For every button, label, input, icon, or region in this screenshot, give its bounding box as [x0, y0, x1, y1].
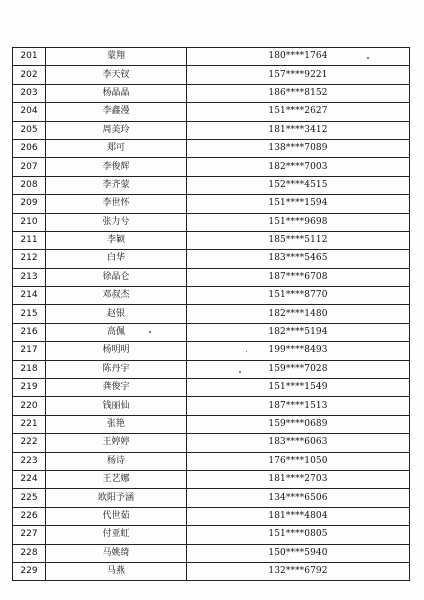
row-name: 徐晶仑 — [46, 268, 187, 286]
row-number: 201 — [13, 48, 46, 66]
row-phone: 176****1050 — [187, 452, 410, 470]
row-phone: 181****4804 — [187, 507, 410, 525]
row-name: 李世怀 — [46, 195, 187, 213]
table-row — [13, 470, 410, 488]
table-row — [13, 526, 410, 544]
row-number: 206 — [13, 139, 46, 157]
row-name: 代世茹 — [46, 507, 187, 525]
row-number: 215 — [13, 305, 46, 323]
table-row — [13, 397, 410, 415]
table-row — [13, 121, 410, 139]
row-number: 226 — [13, 507, 46, 525]
table-row — [13, 84, 410, 102]
row-number: 210 — [13, 213, 46, 231]
row-name: 付亚虹 — [46, 526, 187, 544]
row-number: 207 — [13, 158, 46, 176]
table-row — [13, 48, 410, 66]
table-row — [13, 415, 410, 433]
row-phone: 186****8152 — [187, 84, 410, 102]
table-row — [13, 66, 410, 84]
row-name: 赵银 — [46, 305, 187, 323]
row-number: 217 — [13, 342, 46, 360]
roster-body — [13, 48, 410, 581]
row-number: 229 — [13, 562, 46, 580]
table-row — [13, 158, 410, 176]
row-name: 钱丽仙 — [46, 397, 187, 415]
table-row — [13, 287, 410, 305]
scan-speck — [149, 331, 151, 333]
table-row — [13, 360, 410, 378]
row-number: 204 — [13, 103, 46, 121]
row-phone: 181****3412 — [187, 121, 410, 139]
row-name: 蒙翔 — [46, 48, 187, 66]
row-number: 214 — [13, 287, 46, 305]
table-row — [13, 342, 410, 360]
row-name: 王艺娜 — [46, 470, 187, 488]
row-name: 龚俊宇 — [46, 379, 187, 397]
row-name: 马姚绮 — [46, 544, 187, 562]
row-name: 张力兮 — [46, 213, 187, 231]
table-row — [13, 103, 410, 121]
table-row — [13, 434, 410, 452]
table-row — [13, 250, 410, 268]
table-row — [13, 176, 410, 194]
row-number: 227 — [13, 526, 46, 544]
table-row — [13, 195, 410, 213]
row-number: 222 — [13, 434, 46, 452]
row-name: 白华 — [46, 250, 187, 268]
row-phone: 182****1480 — [187, 305, 410, 323]
roster-table — [12, 47, 410, 581]
row-number: 202 — [13, 66, 46, 84]
row-number: 224 — [13, 470, 46, 488]
table-row — [13, 305, 410, 323]
table-row — [13, 323, 410, 341]
row-phone: 151****0805 — [187, 526, 410, 544]
row-phone: 157****9221 — [187, 66, 410, 84]
row-number: 203 — [13, 84, 46, 102]
row-phone: 187****1513 — [187, 397, 410, 415]
row-name: 马燕 — [46, 562, 187, 580]
scan-speck — [367, 57, 369, 59]
row-phone: 151****1594 — [187, 195, 410, 213]
scan-speck — [246, 351, 247, 352]
row-name: 郑可 — [46, 139, 187, 157]
table-row — [13, 213, 410, 231]
row-phone: 187****6708 — [187, 268, 410, 286]
row-phone: 132****6792 — [187, 562, 410, 580]
row-name: 杨诗 — [46, 452, 187, 470]
row-phone: 181****2703 — [187, 470, 410, 488]
row-phone: 182****7003 — [187, 158, 410, 176]
row-number: 223 — [13, 452, 46, 470]
table-row — [13, 268, 410, 286]
row-name: 陈丹宇 — [46, 360, 187, 378]
table-row — [13, 507, 410, 525]
row-phone: 151****8770 — [187, 287, 410, 305]
table-row — [13, 544, 410, 562]
row-number: 218 — [13, 360, 46, 378]
row-name: 欧阳予涵 — [46, 489, 187, 507]
row-name: 王婷婷 — [46, 434, 187, 452]
row-name: 周美玲 — [46, 121, 187, 139]
table-row — [13, 562, 410, 580]
row-number: 228 — [13, 544, 46, 562]
row-number: 208 — [13, 176, 46, 194]
row-number: 209 — [13, 195, 46, 213]
row-phone: 185****5112 — [187, 231, 410, 249]
row-number: 221 — [13, 415, 46, 433]
table-row — [13, 452, 410, 470]
scan-speck — [239, 371, 241, 373]
row-number: 205 — [13, 121, 46, 139]
row-phone: 159****7028 — [187, 360, 410, 378]
row-phone: 152****4515 — [187, 176, 410, 194]
row-phone: 182****5194 — [187, 323, 410, 341]
row-number: 213 — [13, 268, 46, 286]
row-phone: 183****6063 — [187, 434, 410, 452]
row-number: 220 — [13, 397, 46, 415]
row-number: 211 — [13, 231, 46, 249]
row-name: 李俊辉 — [46, 158, 187, 176]
row-phone: 159****0689 — [187, 415, 410, 433]
row-phone: 183****5465 — [187, 250, 410, 268]
row-name: 邓叔杰 — [46, 287, 187, 305]
table-row — [13, 231, 410, 249]
row-name: 杨明明 — [46, 342, 187, 360]
row-phone: 199****8493 — [187, 342, 410, 360]
table-row — [13, 489, 410, 507]
row-name: 杨晶晶 — [46, 84, 187, 102]
row-name: 张艳 — [46, 415, 187, 433]
row-number: 212 — [13, 250, 46, 268]
row-name: 李齐蒙 — [46, 176, 187, 194]
row-phone: 151****2627 — [187, 103, 410, 121]
table-row — [13, 139, 410, 157]
row-phone: 151****1549 — [187, 379, 410, 397]
row-name: 李鑫漫 — [46, 103, 187, 121]
row-name: 李颖 — [46, 231, 187, 249]
row-phone: 150****5940 — [187, 544, 410, 562]
row-phone: 180****1764 — [187, 48, 410, 66]
row-phone: 138****7089 — [187, 139, 410, 157]
row-name: 高佩 — [46, 323, 187, 341]
table-row — [13, 379, 410, 397]
row-phone: 151****9698 — [187, 213, 410, 231]
row-phone: 134****6506 — [187, 489, 410, 507]
row-name: 李天钗 — [46, 66, 187, 84]
row-number: 225 — [13, 489, 46, 507]
row-number: 219 — [13, 379, 46, 397]
row-number: 216 — [13, 323, 46, 341]
